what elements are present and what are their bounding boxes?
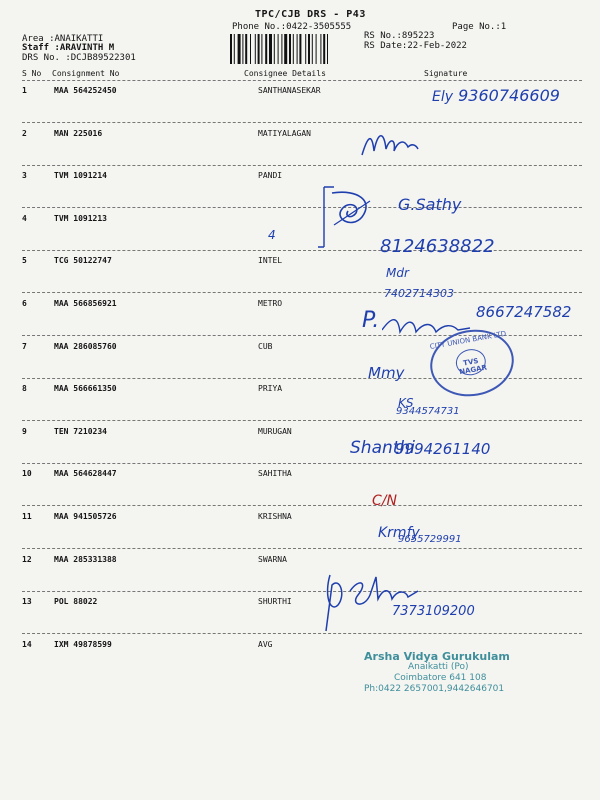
signature-13 — [320, 565, 430, 635]
row-consignment-no: MAN 225016 — [54, 129, 103, 138]
row-divider — [22, 207, 582, 208]
row-consignment-no: TVM 1091213 — [54, 214, 107, 223]
row-sno: 8 — [22, 384, 27, 393]
row-consignee: KRISHNA — [258, 512, 292, 521]
row-consignee: MATIYALAGAN — [258, 129, 311, 138]
phone-row13: 7373109200 — [392, 604, 475, 619]
row-divider — [22, 250, 582, 251]
barcode-bar — [245, 34, 247, 64]
col-consignee: Consignee Details — [244, 69, 326, 78]
barcode-bar — [320, 34, 321, 64]
signature-6: P. — [362, 308, 380, 333]
bank-stamp: CITY UNION BANK LTD TVS NAGAR — [425, 323, 519, 403]
cn-mark: C/N — [372, 493, 397, 509]
col-signature: Signature — [424, 69, 468, 78]
signature-11: Krmfy — [378, 525, 420, 541]
barcode-bar — [265, 34, 267, 64]
barcode-bar — [274, 34, 275, 64]
barcode-bar — [250, 34, 251, 64]
row-consignment-no: TEN 7210234 — [54, 427, 107, 436]
row-consignee: SAHITHA — [258, 469, 292, 478]
phone-row4: 8124638822 — [380, 236, 495, 257]
row-consignee: METRO — [258, 299, 283, 308]
signature-2 — [360, 125, 420, 165]
row-sno: 11 — [22, 512, 32, 521]
row-sno: 13 — [22, 597, 32, 606]
barcode — [230, 34, 352, 64]
barcode-bar — [299, 34, 301, 64]
row-consignment-no: TVM 1091214 — [54, 171, 107, 180]
row-consignee: PRIYA — [258, 384, 283, 393]
barcode-bar — [234, 34, 235, 64]
barcode-bar — [269, 34, 272, 64]
row-consignment-no: POL 88022 — [54, 597, 98, 606]
row-divider — [22, 292, 582, 293]
row-sno: 5 — [22, 256, 27, 265]
row-divider — [22, 548, 582, 549]
row-consignment-no: MAA 564252450 — [54, 86, 117, 95]
signature-1: Ely 9360746609 — [432, 86, 560, 105]
page-number: Page No.:1 — [452, 22, 507, 32]
drs-number: DRS No. :DCJB89522301 — [22, 53, 136, 63]
barcode-bar — [323, 34, 325, 64]
school-stamp: Arsha Vidya Gurukulam Anaikatti (Po) Coimbatore 641 108 Ph:0422 2657001,9442646701 — [364, 650, 510, 694]
row-consignment-no: MAA 285331388 — [54, 555, 117, 564]
row-divider — [22, 420, 582, 421]
signature-9: Shanthi — [350, 438, 415, 458]
barcode-bar — [258, 34, 260, 64]
barcode-bar — [242, 34, 243, 64]
row-consignee: SHURTHI — [258, 597, 292, 606]
barcode-bar — [284, 34, 287, 64]
col-consignment: Consignment No — [52, 69, 120, 78]
barcode-bar — [230, 34, 232, 64]
barcode-bar — [261, 34, 262, 64]
row-consignment-no: MAA 566661350 — [54, 384, 117, 393]
phone-row8: 9344574731 — [396, 406, 460, 417]
barcode-bar — [327, 34, 328, 64]
drs-title: TPC/CJB DRS - P43 — [255, 9, 366, 20]
row-sno: 1 — [22, 86, 27, 95]
row-consignment-no: TCG 50122747 — [54, 256, 112, 265]
barcode-bar — [312, 34, 313, 64]
signature-7: Mmy — [368, 364, 405, 382]
row-sno: 12 — [22, 555, 32, 564]
col-sno: S No — [22, 69, 42, 78]
rs-number: RS No.:895223 — [364, 31, 435, 41]
row-sno: 6 — [22, 299, 27, 308]
row-sno: 7 — [22, 342, 27, 351]
signature-5-initials: Mdr — [386, 266, 409, 280]
signature-3: G.Sathy — [398, 195, 462, 214]
row-consignee: MURUGAN — [258, 427, 292, 436]
header-divider — [22, 80, 582, 81]
row-sno: 2 — [22, 129, 27, 138]
row-consignee: PANDI — [258, 171, 283, 180]
row-divider — [22, 505, 582, 506]
row-divider — [22, 633, 582, 634]
row-sno: 4 — [22, 214, 27, 223]
barcode-bar — [289, 34, 291, 64]
row-consignment-no: MAA 941505726 — [54, 512, 117, 521]
barcode-bar — [255, 34, 256, 64]
rs-date: RS Date:22-Feb-2022 — [364, 41, 467, 51]
row-consignee: SANTHANASEKAR — [258, 86, 321, 95]
row-sno: 14 — [22, 640, 32, 649]
signature-8-initials: KS — [398, 396, 414, 410]
barcode-bar — [238, 34, 241, 64]
staff-label: Staff :ARAVINTH M — [22, 43, 115, 53]
barcode-bar — [308, 34, 310, 64]
phone-row6: 8667247582 — [476, 303, 572, 321]
phone-row9: 9994261140 — [395, 440, 491, 458]
row-consignee: CUB — [258, 342, 273, 351]
phone-row5: 7402714303 — [384, 287, 454, 300]
barcode-bar — [281, 34, 282, 64]
row-consignment-no: MAA 566856921 — [54, 299, 117, 308]
row-consignment-no: IXM 49878599 — [54, 640, 112, 649]
barcode-bar — [316, 34, 317, 64]
row-divider — [22, 591, 582, 592]
row-consignment-no: MAA 286085760 — [54, 342, 117, 351]
row-sno: 10 — [22, 469, 32, 478]
office-phone: Phone No.:0422-3505555 — [232, 22, 352, 32]
row-divider — [22, 122, 582, 123]
area-label: Area :ANAIKATTI — [22, 34, 104, 44]
bracket-mark — [318, 183, 388, 253]
barcode-bar — [297, 34, 298, 64]
row-divider — [22, 463, 582, 464]
row-divider — [22, 165, 582, 166]
barcode-bar — [293, 34, 294, 64]
row-sno: 3 — [22, 171, 27, 180]
row-consignee: AVG — [258, 640, 273, 649]
row4-mark: 4 — [268, 228, 276, 242]
row-consignment-no: MAA 564628447 — [54, 469, 117, 478]
phone-row11: 9655729991 — [398, 534, 462, 545]
barcode-bar — [278, 34, 279, 64]
row-consignee: INTEL — [258, 256, 283, 265]
row-sno: 9 — [22, 427, 27, 436]
row-consignee: SWARNA — [258, 555, 287, 564]
barcode-bar — [305, 34, 306, 64]
